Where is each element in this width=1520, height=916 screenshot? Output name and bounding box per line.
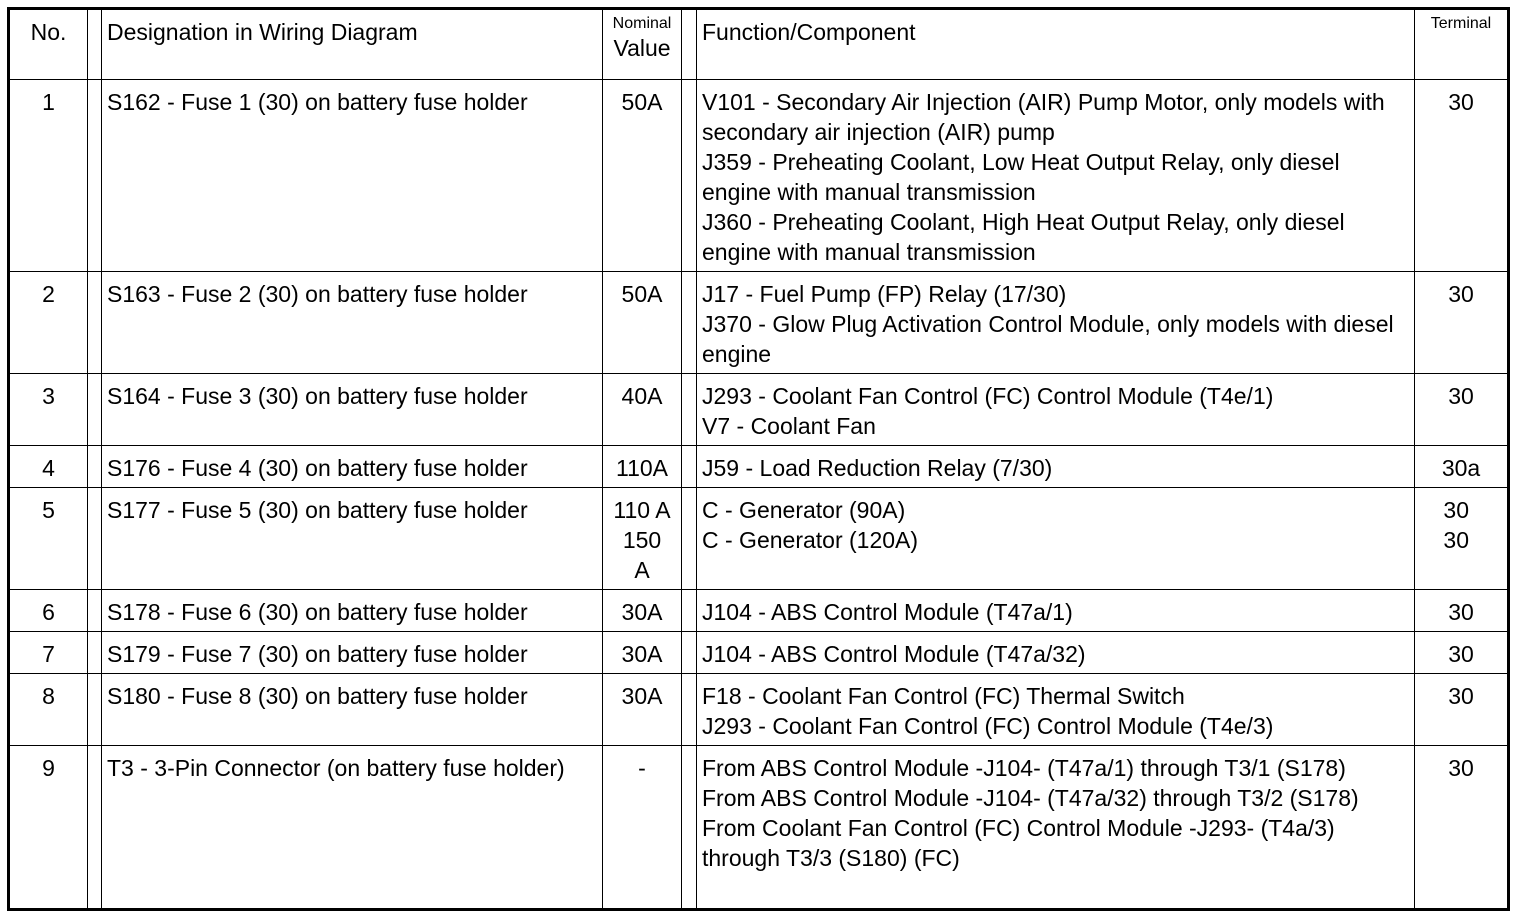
function-line: C - Generator (90A) (702, 497, 906, 523)
row-function (697, 80, 1415, 272)
row-gap-cell (682, 590, 697, 632)
table-row (9, 446, 1509, 488)
row-number: 7 (9, 632, 88, 674)
row-designation: S162 - Fuse 1 (30) on battery fuse holder (102, 80, 603, 272)
row-nominal-value (603, 488, 682, 590)
terminal-line: 30 (1448, 755, 1474, 781)
function-line: J360 - Preheating Coolant, High Heat Output Relay, only diesel engine with manual transmission (702, 209, 1345, 265)
row-number: 4 (9, 446, 88, 488)
row-function (697, 590, 1415, 632)
row-terminal (1415, 272, 1509, 374)
table-row (9, 272, 1509, 374)
terminal-line: 30 (1448, 281, 1474, 307)
table-row (9, 632, 1509, 674)
function-line: C - Generator (120A) (702, 527, 919, 553)
fuse-table-body (9, 80, 1509, 910)
row-designation: S179 - Fuse 7 (30) on battery fuse holder (102, 632, 603, 674)
table-row (9, 590, 1509, 632)
row-gap-cell (88, 80, 102, 272)
row-gap-cell (682, 446, 697, 488)
row-number: 3 (9, 374, 88, 446)
row-designation: S164 - Fuse 3 (30) on battery fuse holder (102, 374, 603, 446)
row-function (697, 446, 1415, 488)
row-terminal (1415, 374, 1509, 446)
function-line: J370 - Glow Plug Activation Control Module, only models with diesel engine (702, 311, 1394, 367)
fuse-table (7, 7, 1510, 911)
function-line: J104 - ABS Control Module (T47a/32) (702, 641, 1086, 667)
terminal-line: 30 (1448, 89, 1474, 115)
row-nominal-value (603, 80, 682, 272)
row-function (697, 632, 1415, 674)
row-nominal-value (603, 446, 682, 488)
row-number: 9 (9, 746, 88, 910)
row-terminal (1415, 746, 1509, 910)
row-number: 8 (9, 674, 88, 746)
nominal-value-line: 30A (621, 683, 663, 709)
row-nominal-value (603, 746, 682, 910)
terminal-line: 30 (1443, 527, 1469, 553)
terminal-line: 30 (1443, 497, 1469, 523)
function-line: J104 - ABS Control Module (T47a/1) (702, 599, 1073, 625)
terminal-line: 30a (1441, 455, 1481, 481)
row-terminal (1415, 674, 1509, 746)
row-gap-cell (682, 80, 697, 272)
row-gap-cell (682, 374, 697, 446)
function-line: J359 - Preheating Coolant, Low Heat Output Relay, only diesel engine with manual transmission (702, 149, 1340, 205)
row-gap-cell (88, 746, 102, 910)
row-gap-cell (88, 590, 102, 632)
row-nominal-value (603, 272, 682, 374)
header-gap (682, 9, 697, 80)
terminal-line: 30 (1448, 383, 1474, 409)
header-row (9, 9, 1509, 80)
row-designation: S163 - Fuse 2 (30) on battery fuse holder (102, 272, 603, 374)
fuse-table-container (7, 7, 1507, 908)
function-line: V7 - Coolant Fan (702, 413, 876, 439)
function-line: From ABS Control Module -J104- (T47a/32) through T3/2 (S178) (702, 785, 1359, 811)
row-designation: S176 - Fuse 4 (30) on battery fuse holder (102, 446, 603, 488)
header-nominal-big: Value (613, 35, 671, 61)
nominal-value-line: 30A (621, 641, 663, 667)
row-terminal (1415, 632, 1509, 674)
table-row (9, 674, 1509, 746)
row-number: 5 (9, 488, 88, 590)
row-gap-cell (682, 746, 697, 910)
table-row (9, 488, 1509, 590)
row-number: 2 (9, 272, 88, 374)
row-terminal (1415, 590, 1509, 632)
nominal-value-line: A (634, 557, 650, 583)
function-line: J59 - Load Reduction Relay (7/30) (702, 455, 1053, 481)
row-gap-cell (682, 674, 697, 746)
header-terminal (1415, 9, 1509, 80)
nominal-value-line: 30A (621, 599, 663, 625)
function-line: J293 - Coolant Fan Control (FC) Control Module (T4e/3) (702, 713, 1274, 739)
row-function (697, 746, 1415, 910)
row-designation: S180 - Fuse 8 (30) on battery fuse holder (102, 674, 603, 746)
row-terminal (1415, 80, 1509, 272)
row-nominal-value (603, 632, 682, 674)
row-function (697, 374, 1415, 446)
row-gap-cell (682, 488, 697, 590)
row-gap-cell (88, 272, 102, 374)
nominal-value-line: 40A (621, 383, 663, 409)
row-gap-cell (88, 446, 102, 488)
nominal-value-line: 50A (621, 281, 663, 307)
row-number: 6 (9, 590, 88, 632)
function-line: From ABS Control Module -J104- (T47a/1) through T3/1 (S178) (702, 755, 1346, 781)
terminal-line: 30 (1448, 641, 1474, 667)
nominal-value-line: 110A (615, 455, 668, 481)
row-function (697, 674, 1415, 746)
header-nominal-small: Nominal (612, 15, 672, 32)
row-function (697, 488, 1415, 590)
header-function: Function/Component (697, 9, 1415, 80)
function-line: J293 - Coolant Fan Control (FC) Control Module (T4e/1) (702, 383, 1274, 409)
row-nominal-value (603, 374, 682, 446)
table-row (9, 80, 1509, 272)
nominal-value-line: 50A (621, 89, 663, 115)
row-designation: S178 - Fuse 6 (30) on battery fuse holder (102, 590, 603, 632)
function-line: F18 - Coolant Fan Control (FC) Thermal Switch (702, 683, 1185, 709)
row-gap-cell (88, 632, 102, 674)
header-designation: Designation in Wiring Diagram (102, 9, 603, 80)
header-no: No. (9, 9, 88, 80)
table-row (9, 374, 1509, 446)
row-terminal (1415, 488, 1509, 590)
row-gap-cell (88, 674, 102, 746)
table-row (9, 746, 1509, 910)
row-designation: S177 - Fuse 5 (30) on battery fuse holder (102, 488, 603, 590)
nominal-value-line: 150 (622, 527, 662, 553)
row-number: 1 (9, 80, 88, 272)
row-gap-cell (682, 272, 697, 374)
row-gap-cell (682, 632, 697, 674)
row-function (697, 272, 1415, 374)
terminal-line: 30 (1448, 683, 1474, 709)
row-terminal (1415, 446, 1509, 488)
row-nominal-value (603, 674, 682, 746)
nominal-value-line: 110 A (613, 497, 671, 523)
terminal-line: 30 (1448, 599, 1474, 625)
function-line: J17 - Fuel Pump (FP) Relay (17/30) (702, 281, 1067, 307)
row-nominal-value (603, 590, 682, 632)
header-nominal-value (603, 9, 682, 80)
row-designation: T3 - 3-Pin Connector (on battery fuse holder) (102, 746, 603, 910)
header-terminal-label: Terminal (1430, 15, 1492, 32)
row-gap-cell (88, 488, 102, 590)
function-line: V101 - Secondary Air Injection (AIR) Pump Motor, only models with secondary air injection (AIR) pump (702, 89, 1385, 145)
nominal-value-line: - (638, 755, 646, 781)
header-gap (88, 9, 102, 80)
function-line: From Coolant Fan Control (FC) Control Module -J293- (T4a/3) through T3/3 (S180) (FC) (702, 815, 1335, 871)
row-gap-cell (88, 374, 102, 446)
